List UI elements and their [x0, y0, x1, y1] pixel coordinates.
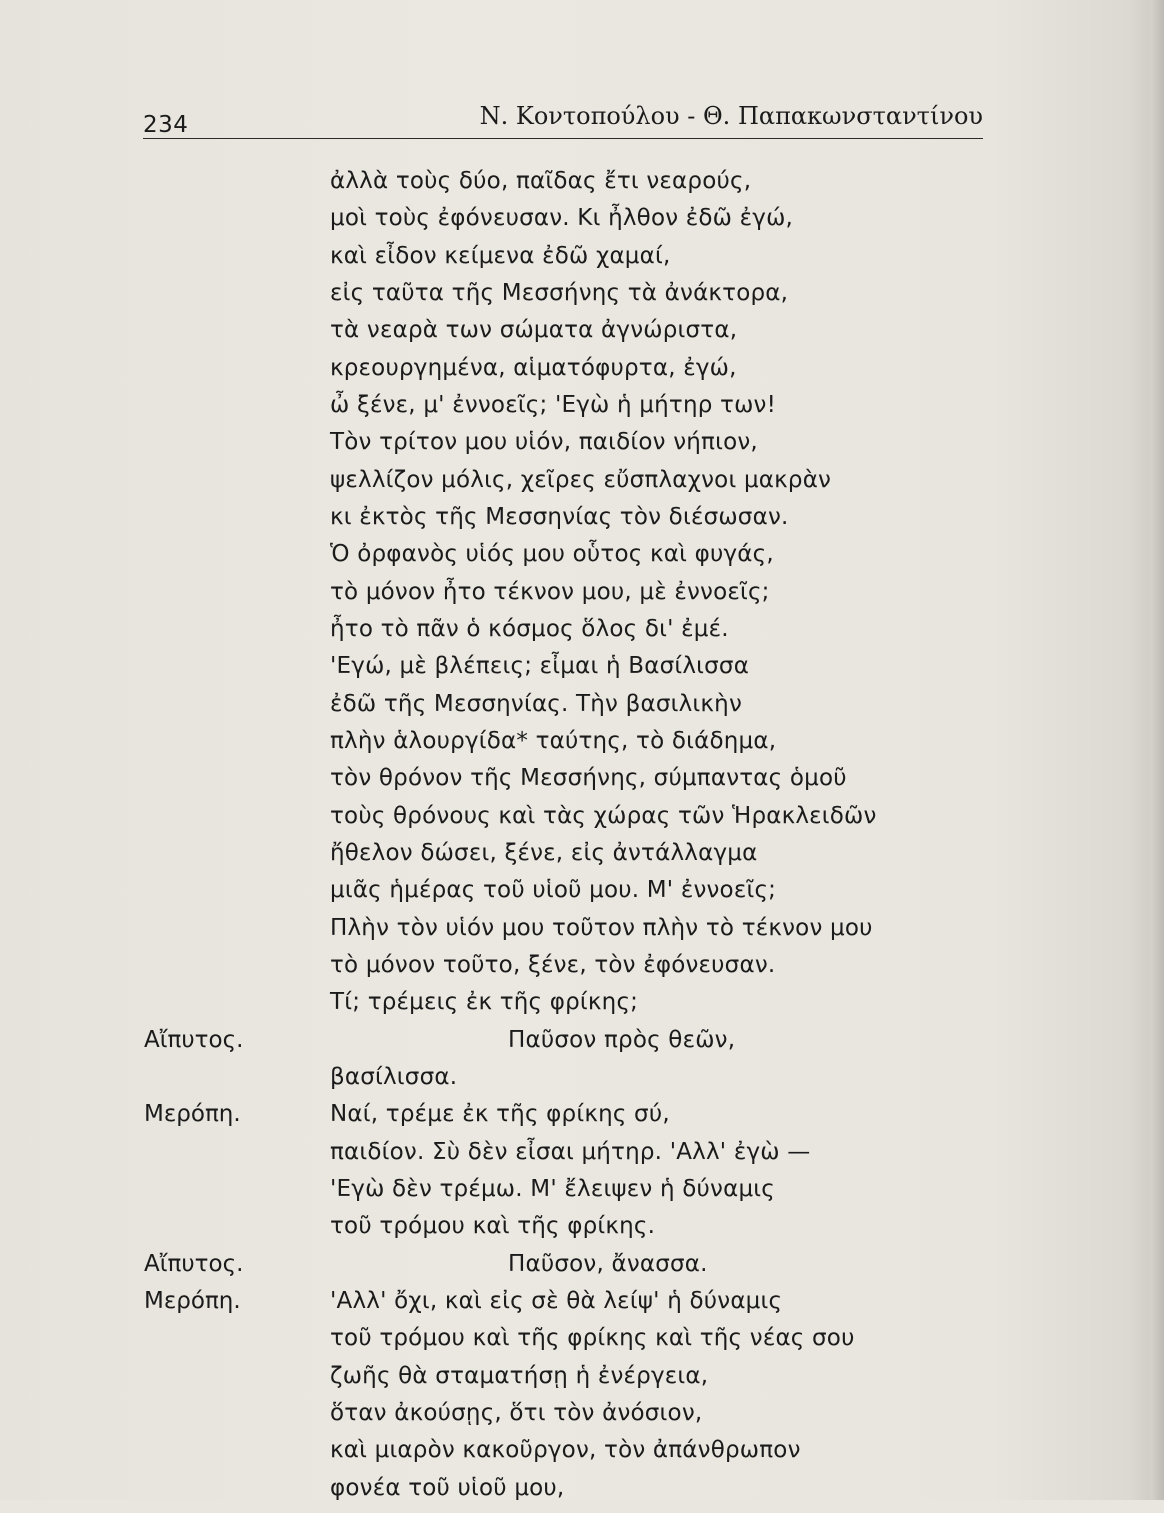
verse-text: ψελλίζον μόλις, χεῖρες εὔσπλαχνοι μακρὰν [330, 466, 832, 493]
verse-text: Τί; τρέμεις ἐκ τῆς φρίκης; [330, 989, 639, 1016]
verse-text: εἰς ταῦτα τῆς Μεσσήνης τὰ ἀνάκτορα, [330, 279, 789, 306]
verse-line [0, 280, 1164, 318]
verse-line [0, 429, 1164, 467]
verse-line [0, 952, 1164, 990]
header-rule [143, 138, 983, 139]
verse-text: Πλὴν τὸν υἱόν μου τοῦτον πλὴν τὸ τέκνον μου [330, 914, 873, 941]
verse-line [0, 1027, 1164, 1065]
verse-text: κρεουργημένα, αἱματόφυρτα, ἐγώ, [330, 354, 737, 381]
running-title: Ν. Κοντοπούλου - Θ. Παπακωνσταντίνου [479, 102, 983, 130]
verse-text: 'Εγὼ δὲν τρέμω. Μ' ἔλειψεν ἡ δύναμις [330, 1175, 775, 1202]
verse-text: ζωῆς θὰ σταματήσῃ ἡ ἐνέργεια, [330, 1362, 709, 1389]
verse-line [0, 1101, 1164, 1139]
verse-line [0, 243, 1164, 281]
verse-line [0, 504, 1164, 542]
speaker-name: Αἴπυτος. [144, 1026, 244, 1053]
speaker-name: Μερόπη. [144, 1101, 241, 1128]
verse-text: μοὶ τοὺς ἐφόνευσαν. Κι ἦλθον ἐδῶ ἐγώ, [330, 205, 794, 232]
verse-text: καὶ μιαρὸν κακοῦργον, τὸν ἀπάνθρωπον [330, 1437, 801, 1464]
verse-line [0, 1251, 1164, 1289]
verse-text: Ὁ ὀρφανὸς υἱός μου οὗτος καὶ φυγάς, [330, 541, 774, 568]
verse-line [0, 840, 1164, 878]
verse-line [0, 1400, 1164, 1438]
verse-line [0, 1213, 1164, 1251]
verse-text: κι ἐκτὸς τῆς Μεσσηνίας τὸν διέσωσαν. [330, 503, 789, 530]
verse-text: ὦ ξένε, μ' ἐννοεῖς; 'Εγὼ ἡ μήτηρ των! [330, 391, 777, 418]
verse-line [0, 989, 1164, 1027]
verse-line [0, 1475, 1164, 1513]
verse-line [0, 392, 1164, 430]
verse-text: τὸ μόνον τοῦτο, ξένε, τὸν ἐφόνευσαν. [330, 951, 776, 978]
verse-text: καὶ εἶδον κείμενα ἐδῶ χαμαί, [330, 242, 671, 269]
verse-line [0, 1363, 1164, 1401]
verse-text: 'Αλλ' ὄχι, καὶ εἰς σὲ θὰ λείψ' ἡ δύναμις [330, 1287, 783, 1314]
verse-line [0, 691, 1164, 729]
verse-text: Παῦσον, ἄνασσα. [508, 1250, 708, 1277]
verse-text: πλὴν ἁλουργίδα* ταύτης, τὸ διάδημα, [330, 727, 777, 754]
verse-line [0, 467, 1164, 505]
verse-line [0, 728, 1164, 766]
verse-line [0, 1325, 1164, 1363]
verse-text: τὸ μόνον ἦτο τέκνον μου, μὲ ἐννοεῖς; [330, 578, 770, 605]
page-number: 234 [143, 112, 189, 138]
verse-line [0, 915, 1164, 953]
verse-line [0, 1176, 1164, 1214]
verse-text: τὸν θρόνον τῆς Μεσσήνης, σύμπαντας ὁμοῦ [330, 765, 847, 792]
page-header [143, 100, 983, 140]
verse-line [0, 317, 1164, 355]
verse-text: ἀλλὰ τοὺς δύο, παῖδας ἔτι νεαρούς, [330, 168, 752, 194]
verse-text: 'Εγώ, μὲ βλέπεις; εἶμαι ἡ Βασίλισσα [330, 653, 750, 680]
verse-line [0, 803, 1164, 841]
verse-text: Τὸν τρίτον μου υἱόν, παιδίον νήπιον, [330, 429, 758, 456]
verse-line [0, 616, 1164, 654]
verse-line [0, 877, 1164, 915]
verse-text: τοῦ τρόμου καὶ τῆς φρίκης. [330, 1213, 656, 1240]
speaker-name: Αἴπυτος. [144, 1250, 244, 1277]
verse-text: ἤθελον δώσει, ξένε, εἰς ἀντάλλαγμα [330, 839, 758, 866]
verse-line [0, 1064, 1164, 1102]
verse-line [0, 765, 1164, 803]
verse-line [0, 579, 1164, 617]
verse-line [0, 168, 1164, 206]
verse-text: Παῦσον πρὸς θεῶν, [508, 1026, 736, 1053]
verse-text: τὰ νεαρὰ των σώματα ἀγνώριστα, [330, 317, 738, 344]
verse-text: φονέα τοῦ υἱοῦ μου, [330, 1474, 565, 1501]
verse-text: μιᾶς ἡμέρας τοῦ υἱοῦ μου. Μ' ἐννοεῖς; [330, 877, 777, 904]
verse-text: παιδίον. Σὺ δὲν εἶσαι μήτηρ. 'Αλλ' ἐγὼ — [330, 1138, 811, 1165]
verse-text: ἦτο τὸ πᾶν ὁ κόσμος ὅλος δι' ἐμέ. [330, 615, 729, 642]
verse-line [0, 1288, 1164, 1326]
speaker-name: Μερόπη. [144, 1287, 241, 1314]
verse-line [0, 205, 1164, 243]
verse-text: τοῦ τρόμου καὶ τῆς φρίκης καὶ τῆς νέας σου [330, 1325, 855, 1352]
verse-text: ὅταν ἀκούσῃς, ὅτι τὸν ἀνόσιον, [330, 1399, 703, 1426]
verse-text: τοὺς θρόνους καὶ τὰς χώρας τῶν Ἡρακλειδῶν [330, 802, 877, 829]
verse-text: βασίλισσα. [330, 1063, 458, 1090]
verse-line [0, 355, 1164, 393]
verse-line [0, 653, 1164, 691]
verse-line [0, 1139, 1164, 1177]
verse-text: Ναί, τρέμε ἐκ τῆς φρίκης σύ, [330, 1101, 670, 1128]
verse-line [0, 1437, 1164, 1475]
verse-line [0, 541, 1164, 579]
verse-text: ἐδῶ τῆς Μεσσηνίας. Τὴν βασιλικὴν [330, 690, 742, 717]
